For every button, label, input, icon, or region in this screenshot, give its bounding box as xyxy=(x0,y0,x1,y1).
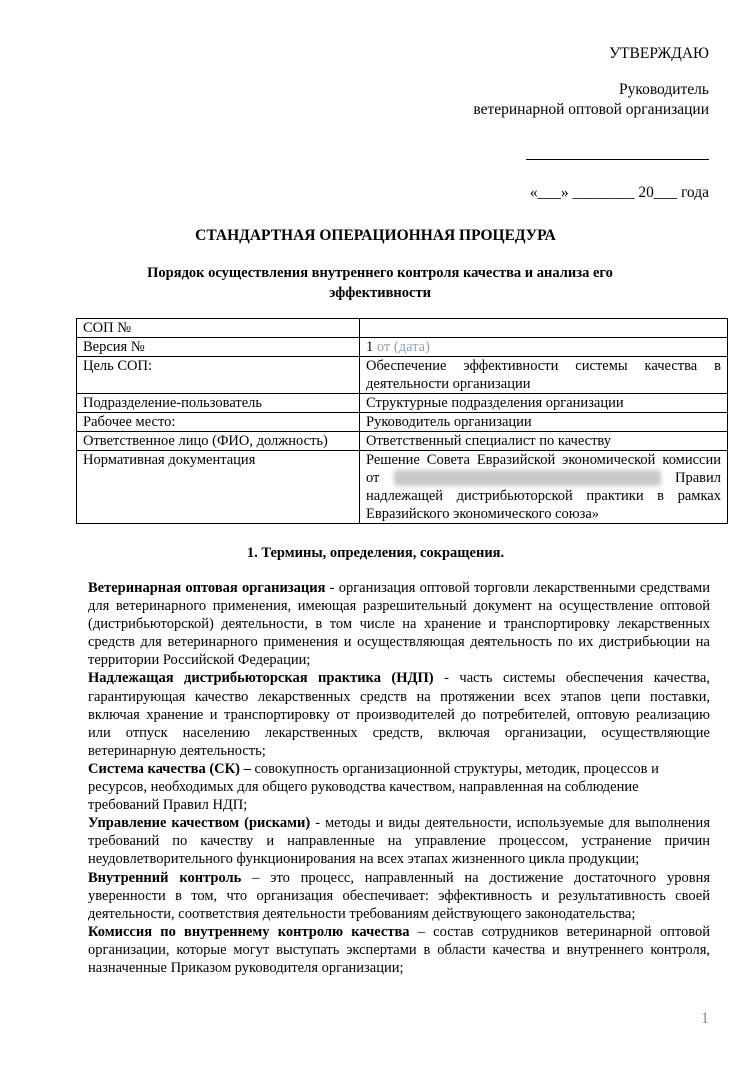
table-row xyxy=(77,413,728,432)
version-date: от (дата) xyxy=(376,339,430,355)
department-label: Подразделение-пользователь xyxy=(77,394,360,413)
definition-separator: - xyxy=(433,670,460,687)
approval-position-line2: ветеринарной оптовой организации xyxy=(473,101,709,118)
workplace-label: Рабочее место: xyxy=(77,413,360,432)
definition-term: Надлежащая дистрибьюторская практика (НДП) xyxy=(88,670,434,687)
signature-line xyxy=(526,158,709,160)
responsible-label: Ответственное лицо (ФИО, должность) xyxy=(77,432,360,451)
definition-item xyxy=(88,579,710,669)
sop-info-table xyxy=(76,318,728,524)
document-title: СТАНДАРТНАЯ ОПЕРАЦИОННАЯ ПРОЦЕДУРА xyxy=(195,227,556,244)
version-value xyxy=(360,338,728,357)
approval-block xyxy=(389,44,709,203)
table-row xyxy=(77,319,728,338)
definition-item xyxy=(88,760,710,814)
definition-separator: - xyxy=(310,815,325,832)
table-row xyxy=(77,451,728,524)
definition-separator: - xyxy=(325,580,339,596)
definition-term: Управление качеством (рисками) xyxy=(88,815,311,832)
page-number: 1 xyxy=(701,1010,709,1027)
normative-docs-label: Нормативная документация xyxy=(77,451,360,524)
approval-date: «___» ________ 20___ года xyxy=(529,184,709,201)
definitions-list xyxy=(88,579,710,977)
definition-item xyxy=(88,669,710,759)
table-row xyxy=(77,338,728,357)
department-value: Структурные подразделения организации xyxy=(360,394,728,413)
goal-label: Цель СОП: xyxy=(77,357,360,394)
definition-term: Комиссия по внутреннему контролю качества xyxy=(88,923,410,940)
sop-number-value xyxy=(360,319,728,338)
definition-term: Ветеринарная оптовая организация xyxy=(88,580,326,596)
definition-text: организация оптовой торговли лекарственными средствами для ветеринарного применения, имеющая разрешительный документ на осуществление оптовой (дистрибьюторской) деятельности, в том числе на хранение и транспортировку лекарственных средств для ветеринарного применения и осуществляющая деятельность по их дистрибьюции на территории Российской Федерации; xyxy=(88,580,710,669)
definition-text: состав сотрудников ветеринарной оптовой организации, которые могут выступать экспертами в области качества и внутреннего контроля, назначенные Приказом руководителя организации; xyxy=(88,923,711,976)
definition-term: Внутренний контроль xyxy=(88,869,242,886)
definition-item xyxy=(88,814,710,868)
responsible-value: Ответственный специалист по качеству xyxy=(360,432,728,451)
table-row xyxy=(77,432,728,451)
version-label: Версия № xyxy=(77,338,360,357)
normative-docs-value xyxy=(360,451,728,524)
version-number: 1 xyxy=(366,339,374,355)
redacted-date xyxy=(394,470,661,486)
approval-title: УТВЕРЖДАЮ xyxy=(609,45,709,62)
sop-number-label: СОП № xyxy=(77,319,360,338)
table-row xyxy=(77,357,728,394)
goal-value: Обеспечение эффективности системы качества в деятельности организации xyxy=(360,357,728,394)
definition-text: методы и виды деятельности, используемые для выполнения требований по качеству и направленные на управление процессом, устранение причин неудовлетворительного функционирования на всех этапах жизненного цикла продукции; xyxy=(88,815,710,868)
definition-separator: – xyxy=(409,923,434,940)
approval-position-line1: Руководитель xyxy=(618,81,709,98)
definition-item xyxy=(88,923,710,977)
normative-docs-end: Правил надлежащей дистрибьюторской практики в рамках Евразийского экономического союза» xyxy=(366,470,722,522)
definition-text: часть системы обеспечения качества, гарантирующая качество лекарственных средств на протяжении всех этапов цепи поставки, включая хранение и транспортировку от производителей до потребителей, оптовую реализацию или отпуск населению лекарственных средств, включая организации, осуществляющие ветеринарную деятельность; xyxy=(88,670,710,759)
document-subtitle: Порядок осуществления внутреннего контроля качества и анализа его эффективности xyxy=(147,265,613,301)
definition-text: совокупность организационной структуры, методик, процессов и ресурсов, необходимых для общего руководства качеством, направленная на соблюдение требований Правил НДП; xyxy=(88,760,659,814)
normative-docs-start: Решение Совета Евразийской экономической комиссии от xyxy=(366,452,721,486)
definition-item xyxy=(88,869,710,923)
table-row xyxy=(77,394,728,413)
definition-separator: – xyxy=(241,869,271,886)
section-heading: 1. Термины, определения, сокращения. xyxy=(246,545,505,561)
definition-text: это процесс, направленный на достижение достаточного уровня уверенности в том, что организация обеспечивает: эффективность и результативность своей деятельности, соответствия деятельности требованиям действующего законодательства; xyxy=(88,869,710,922)
workplace-value: Руководитель организации xyxy=(360,413,728,432)
definition-term: Система качества (СК) – xyxy=(88,760,251,777)
